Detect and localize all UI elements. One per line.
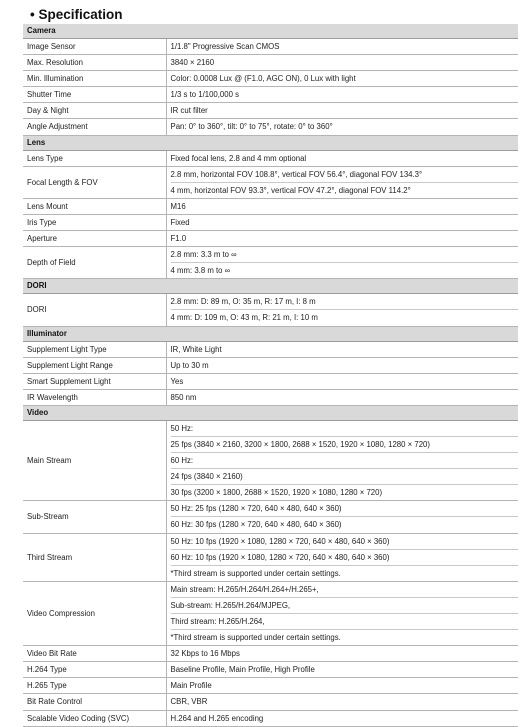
spec-table [23, 24, 518, 727]
spec-label: Main Stream [23, 420, 166, 500]
spec-label: Sub-Stream [23, 501, 166, 533]
spec-label: Shutter Time [23, 87, 166, 103]
spec-value: 1/1.8" Progressive Scan CMOS [166, 39, 518, 55]
section-header [23, 279, 518, 294]
spec-value: 3840 × 2160 [166, 55, 518, 71]
spec-row [23, 119, 518, 135]
spec-row [23, 373, 518, 389]
spec-value-line: *Third stream is supported under certain settings. [170, 633, 341, 643]
spec-value-line: 50 Hz: 10 fps (1920 × 1080, 1280 × 720, 640 × 480, 640 × 360) [171, 534, 519, 550]
spec-value-line: 4 mm: D: 109 m, O: 43 m, R: 21 m, I: 10 m [170, 313, 318, 323]
spec-row [23, 389, 518, 405]
spec-value: H.264 and H.265 encoding [166, 710, 518, 726]
spec-row [23, 420, 518, 500]
spec-value: CBR, VBR [166, 694, 518, 710]
section-header [23, 405, 518, 420]
spec-value [166, 581, 518, 645]
spec-value [166, 533, 518, 581]
spec-row [23, 662, 518, 678]
section-title: Camera [23, 24, 518, 39]
spec-label: Iris Type [23, 214, 166, 230]
section-header [23, 24, 518, 39]
section-header [23, 326, 518, 341]
spec-row [23, 501, 518, 533]
spec-value-line: 60 Hz: 10 fps (1920 × 1080, 1280 × 720, 640 × 480, 640 × 360) [171, 550, 519, 566]
section-title: DORI [23, 279, 518, 294]
spec-label: Focal Length & FOV [23, 166, 166, 198]
page-title: • Specification [30, 7, 123, 22]
spec-row [23, 341, 518, 357]
spec-value-line: 4 mm: 3.8 m to ∞ [170, 266, 231, 276]
spec-row [23, 247, 518, 279]
spec-value-line: 25 fps (3840 × 2160, 3200 × 1800, 2688 × 1520, 1920 × 1080, 1280 × 720) [171, 437, 519, 453]
section-title: Lens [23, 135, 518, 150]
spec-value [166, 501, 518, 533]
spec-table-body [23, 24, 518, 726]
spec-row [23, 166, 518, 198]
spec-row [23, 646, 518, 662]
spec-value-line: 2.8 mm: D: 89 m, O: 35 m, R: 17 m, I: 8 m [171, 294, 519, 310]
spec-label: Lens Type [23, 150, 166, 166]
spec-value-line: 4 mm, horizontal FOV 93.3°, vertical FOV 47.2°, diagonal FOV 114.2° [170, 185, 411, 195]
spec-label: Supplement Light Range [23, 357, 166, 373]
spec-row [23, 87, 518, 103]
spec-value-line: 24 fps (3840 × 2160) [171, 469, 519, 485]
spec-value: IR, White Light [166, 341, 518, 357]
spec-value-line: *Third stream is supported under certain settings. [170, 568, 341, 578]
spec-label: Video Bit Rate [23, 646, 166, 662]
spec-label: Lens Mount [23, 198, 166, 214]
spec-value: Up to 30 m [166, 357, 518, 373]
spec-value-line: 2.8 mm, horizontal FOV 108.8°, vertical FOV 56.4°, diagonal FOV 134.3° [171, 167, 519, 183]
spec-value [166, 166, 518, 198]
spec-label: Video Compression [23, 581, 166, 645]
spec-row [23, 198, 518, 214]
spec-label: Scalable Video Coding (SVC) [23, 710, 166, 726]
section-header [23, 135, 518, 150]
spec-label: Bit Rate Control [23, 694, 166, 710]
spec-row [23, 55, 518, 71]
spec-row [23, 71, 518, 87]
spec-value: Baseline Profile, Main Profile, High Profile [166, 662, 518, 678]
spec-label: Image Sensor [23, 39, 166, 55]
spec-value-line: 50 Hz: [171, 421, 519, 437]
spec-value-line: 30 fps (3200 × 1800, 2688 × 1520, 1920 × 1080, 1280 × 720) [170, 488, 383, 498]
spec-value: Yes [166, 373, 518, 389]
spec-value: 850 nm [166, 389, 518, 405]
spec-label: Depth of Field [23, 247, 166, 279]
section-title: Illuminator [23, 326, 518, 341]
spec-row [23, 150, 518, 166]
spec-value: Fixed focal lens, 2.8 and 4 mm optional [166, 150, 518, 166]
spec-row [23, 103, 518, 119]
spec-value-line: Third stream: H.265/H.264, [171, 614, 519, 630]
spec-value [166, 294, 518, 326]
spec-label: Max. Resolution [23, 55, 166, 71]
spec-value-line: 60 Hz: 30 fps (1280 × 720, 640 × 480, 640 × 360) [170, 520, 342, 530]
spec-row [23, 710, 518, 726]
spec-value [166, 420, 518, 500]
spec-label: DORI [23, 294, 166, 326]
spec-value [166, 247, 518, 279]
spec-row [23, 357, 518, 373]
spec-value: Pan: 0° to 360°, tilt: 0° to 75°, rotate: 0° to 360° [166, 119, 518, 135]
spec-label: Smart Supplement Light [23, 373, 166, 389]
spec-label: Aperture [23, 231, 166, 247]
spec-value: 1/3 s to 1/100,000 s [166, 87, 518, 103]
spec-label: H.264 Type [23, 662, 166, 678]
spec-row [23, 533, 518, 581]
spec-row [23, 214, 518, 230]
spec-value: M16 [166, 198, 518, 214]
spec-value: IR cut filter [166, 103, 518, 119]
spec-value: 32 Kbps to 16 Mbps [166, 646, 518, 662]
spec-value-line: Sub-stream: H.265/H.264/MJPEG, [171, 598, 519, 614]
spec-row [23, 294, 518, 326]
spec-label: IR Wavelength [23, 389, 166, 405]
spec-value-line: 60 Hz: [171, 453, 519, 469]
spec-label: Min. Illumination [23, 71, 166, 87]
spec-value: Color: 0.0008 Lux @ (F1.0, AGC ON), 0 Lux with light [166, 71, 518, 87]
spec-row [23, 694, 518, 710]
spec-value: F1.0 [166, 231, 518, 247]
section-title: Video [23, 405, 518, 420]
spec-label: Day & Night [23, 103, 166, 119]
spec-row [23, 231, 518, 247]
spec-value: Fixed [166, 214, 518, 230]
spec-row [23, 581, 518, 645]
spec-label: Angle Adjustment [23, 119, 166, 135]
spec-label: Supplement Light Type [23, 341, 166, 357]
spec-value-line: 2.8 mm: 3.3 m to ∞ [171, 247, 519, 263]
spec-label: H.265 Type [23, 678, 166, 694]
spec-label: Third Stream [23, 533, 166, 581]
spec-value-line: 50 Hz: 25 fps (1280 × 720, 640 × 480, 640 × 360) [171, 501, 519, 517]
spec-value: Main Profile [166, 678, 518, 694]
spec-row [23, 678, 518, 694]
spec-row [23, 39, 518, 55]
spec-value-line: Main stream: H.265/H.264/H.264+/H.265+, [171, 582, 519, 598]
